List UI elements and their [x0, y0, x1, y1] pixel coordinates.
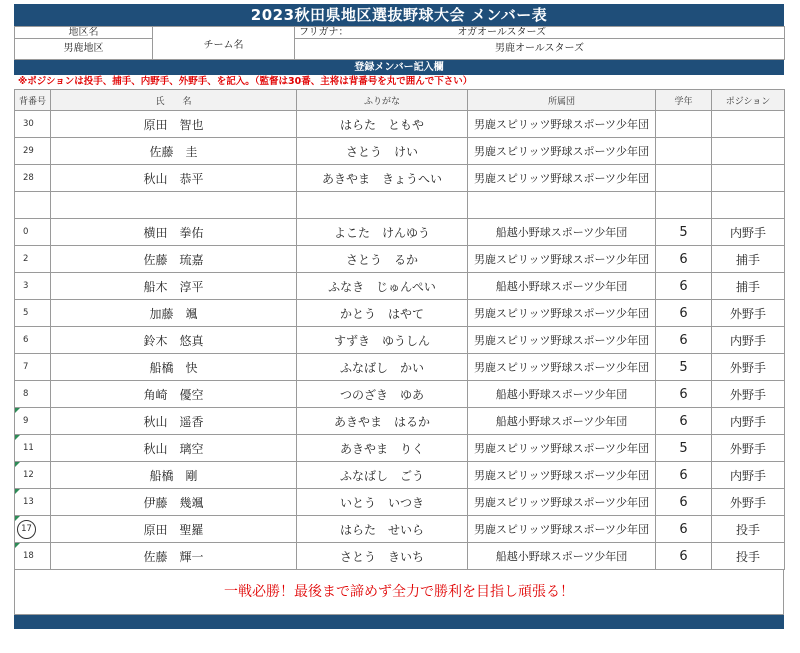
cell-name: 秋山 恭平	[51, 165, 297, 192]
district-value: 男鹿地区	[15, 39, 153, 60]
table-row	[15, 327, 785, 354]
cell-kana: さとう けい	[297, 138, 468, 165]
sheet-title: 2023秋田県地区選抜野球大会 メンバー表	[14, 4, 784, 26]
table-row	[15, 543, 785, 570]
cell-kana: さとう きいち	[297, 543, 468, 570]
cell-grade: 5	[656, 354, 712, 381]
table-row	[15, 516, 785, 543]
cell-kana: ふなばし ごう	[297, 462, 468, 489]
cell-name: 加藤 颯	[51, 300, 297, 327]
cell-kana	[297, 192, 468, 219]
cell-marker-icon	[15, 516, 20, 521]
header-position: ポジション	[712, 90, 785, 111]
cell-kana: つのざき ゆあ	[297, 381, 468, 408]
table-row	[15, 192, 785, 219]
cell-team: 男鹿スピリッツ野球スポーツ少年団	[468, 327, 656, 354]
table-row	[15, 408, 785, 435]
cell-team: 男鹿スピリッツ野球スポーツ少年団	[468, 516, 656, 543]
roster-header-row	[15, 90, 785, 111]
table-row	[15, 165, 785, 192]
cell-name: 秋山 遥香	[51, 408, 297, 435]
cell-grade: 6	[656, 516, 712, 543]
cell-grade: 6	[656, 543, 712, 570]
instruction-note: ※ポジションは投手、捕手、内野手、外野手、を記入。（監督は30番、主将は背番号を丸で囲んで下さい）	[18, 76, 473, 87]
cell-kana: いとう いつき	[297, 489, 468, 516]
cell-team: 船越小野球スポーツ少年団	[468, 408, 656, 435]
cell-team: 男鹿スピリッツ野球スポーツ少年団	[468, 435, 656, 462]
cell-grade	[656, 111, 712, 138]
table-row	[15, 354, 785, 381]
cell-number: 29	[15, 138, 51, 165]
cell-number: 13	[15, 489, 51, 516]
header-kana: ふりがな	[297, 90, 468, 111]
cell-grade: 6	[656, 462, 712, 489]
cell-team: 男鹿スピリッツ野球スポーツ少年団	[468, 300, 656, 327]
cell-position	[712, 192, 785, 219]
cell-name: 船木 淳平	[51, 273, 297, 300]
cell-kana: あきやま はるか	[297, 408, 468, 435]
cell-marker-icon	[15, 489, 20, 494]
roster-table	[14, 89, 785, 570]
captain-circle: 17	[17, 520, 36, 539]
cell-position: 投手	[712, 543, 785, 570]
cell-team: 船越小野球スポーツ少年団	[468, 273, 656, 300]
cell-number: 11	[15, 435, 51, 462]
cell-position: 内野手	[712, 408, 785, 435]
header-grade: 学年	[656, 90, 712, 111]
cell-position: 捕手	[712, 273, 785, 300]
cell-number: 12	[15, 462, 51, 489]
cell-number: 0	[15, 219, 51, 246]
cell-name: 横田 拳佑	[51, 219, 297, 246]
table-row	[15, 300, 785, 327]
cell-number	[15, 516, 51, 543]
cell-team: 男鹿スピリッツ野球スポーツ少年団	[468, 489, 656, 516]
table-row	[15, 435, 785, 462]
cell-grade: 6	[656, 489, 712, 516]
cell-name: 伊藤 幾颯	[51, 489, 297, 516]
cell-number: 8	[15, 381, 51, 408]
cell-position: 外野手	[712, 381, 785, 408]
cell-kana: はらた せいら	[297, 516, 468, 543]
team-name-label: チーム名	[153, 27, 295, 60]
cell-kana: すずき ゆうしん	[297, 327, 468, 354]
cell-grade: 6	[656, 327, 712, 354]
cell-number: 3	[15, 273, 51, 300]
cell-grade: 6	[656, 408, 712, 435]
cell-grade: 6	[656, 246, 712, 273]
header-name: 氏 名	[51, 90, 297, 111]
cell-kana: ふなき じゅんぺい	[297, 273, 468, 300]
cell-position	[712, 165, 785, 192]
cell-number: 6	[15, 327, 51, 354]
cell-team	[468, 192, 656, 219]
cell-team: 船越小野球スポーツ少年団	[468, 219, 656, 246]
table-row	[15, 462, 785, 489]
cell-name: 船橋 快	[51, 354, 297, 381]
header-team: 所属団	[468, 90, 656, 111]
cell-kana: あきやま りく	[297, 435, 468, 462]
district-label: 地区名	[15, 27, 153, 39]
cell-name: 佐藤 輝一	[51, 543, 297, 570]
cell-name: 鈴木 悠真	[51, 327, 297, 354]
cell-name	[51, 192, 297, 219]
cell-position: 内野手	[712, 462, 785, 489]
cell-number: 2	[15, 246, 51, 273]
cell-name: 佐藤 圭	[51, 138, 297, 165]
table-row	[15, 246, 785, 273]
cell-position: 投手	[712, 516, 785, 543]
cell-team: 男鹿スピリッツ野球スポーツ少年団	[468, 165, 656, 192]
table-row	[15, 381, 785, 408]
cell-position	[712, 138, 785, 165]
footer-bar	[14, 615, 784, 629]
cell-kana: ふなばし かい	[297, 354, 468, 381]
cell-marker-icon	[15, 435, 20, 440]
cell-number: 28	[15, 165, 51, 192]
cell-position: 捕手	[712, 246, 785, 273]
cell-position: 外野手	[712, 354, 785, 381]
cell-number: 9	[15, 408, 51, 435]
cell-number: 7	[15, 354, 51, 381]
team-info-table	[14, 26, 785, 60]
cell-team: 男鹿スピリッツ野球スポーツ少年団	[468, 246, 656, 273]
cell-kana: あきやま きょうへい	[297, 165, 468, 192]
cell-kana: かとう はやて	[297, 300, 468, 327]
table-row	[15, 138, 785, 165]
member-sheet	[14, 4, 784, 644]
cell-number: 30	[15, 111, 51, 138]
cell-grade: 5	[656, 219, 712, 246]
cell-team: 男鹿スピリッツ野球スポーツ少年団	[468, 354, 656, 381]
cell-name: 原田 智也	[51, 111, 297, 138]
cell-team: 男鹿スピリッツ野球スポーツ少年団	[468, 111, 656, 138]
cell-kana: さとう るか	[297, 246, 468, 273]
table-row	[15, 273, 785, 300]
table-row	[15, 489, 785, 516]
cell-grade: 6	[656, 273, 712, 300]
cell-grade	[656, 138, 712, 165]
cell-kana: よこた けんゆう	[297, 219, 468, 246]
cell-team: 男鹿スピリッツ野球スポーツ少年団	[468, 462, 656, 489]
furigana-label: フリガナ：	[299, 27, 349, 38]
cell-position	[712, 111, 785, 138]
cell-marker-icon	[15, 408, 20, 413]
cell-name: 原田 聖羅	[51, 516, 297, 543]
header-number: 背番号	[15, 90, 51, 111]
cell-position: 外野手	[712, 435, 785, 462]
cell-position: 外野手	[712, 489, 785, 516]
cell-team: 男鹿スピリッツ野球スポーツ少年団	[468, 138, 656, 165]
team-name-value: 男鹿オールスターズ	[295, 39, 785, 60]
cell-name: 船橋 剛	[51, 462, 297, 489]
cell-name: 秋山 璃空	[51, 435, 297, 462]
table-row	[15, 111, 785, 138]
table-row	[15, 219, 785, 246]
cell-team: 船越小野球スポーツ少年団	[468, 543, 656, 570]
cell-grade: 6	[656, 381, 712, 408]
cell-position: 外野手	[712, 300, 785, 327]
cell-team: 船越小野球スポーツ少年団	[468, 381, 656, 408]
cell-marker-icon	[15, 543, 20, 548]
section-title: 登録メンバー記入欄	[14, 60, 784, 75]
cell-marker-icon	[15, 462, 20, 467]
cell-grade: 5	[656, 435, 712, 462]
cell-grade	[656, 165, 712, 192]
cell-grade: 6	[656, 300, 712, 327]
slogan: 一戦必勝！最後まで諦めず全力で勝利を目指し頑張る！	[14, 570, 784, 615]
cell-grade	[656, 192, 712, 219]
cell-position: 内野手	[712, 327, 785, 354]
cell-position: 内野手	[712, 219, 785, 246]
cell-name: 角崎 優空	[51, 381, 297, 408]
team-kana: オガオールスターズ	[457, 27, 547, 38]
roster-body	[15, 111, 785, 570]
cell-number: 5	[15, 300, 51, 327]
cell-number: 18	[15, 543, 51, 570]
cell-name: 佐藤 琉嘉	[51, 246, 297, 273]
cell-number	[15, 192, 51, 219]
cell-kana: はらた ともや	[297, 111, 468, 138]
